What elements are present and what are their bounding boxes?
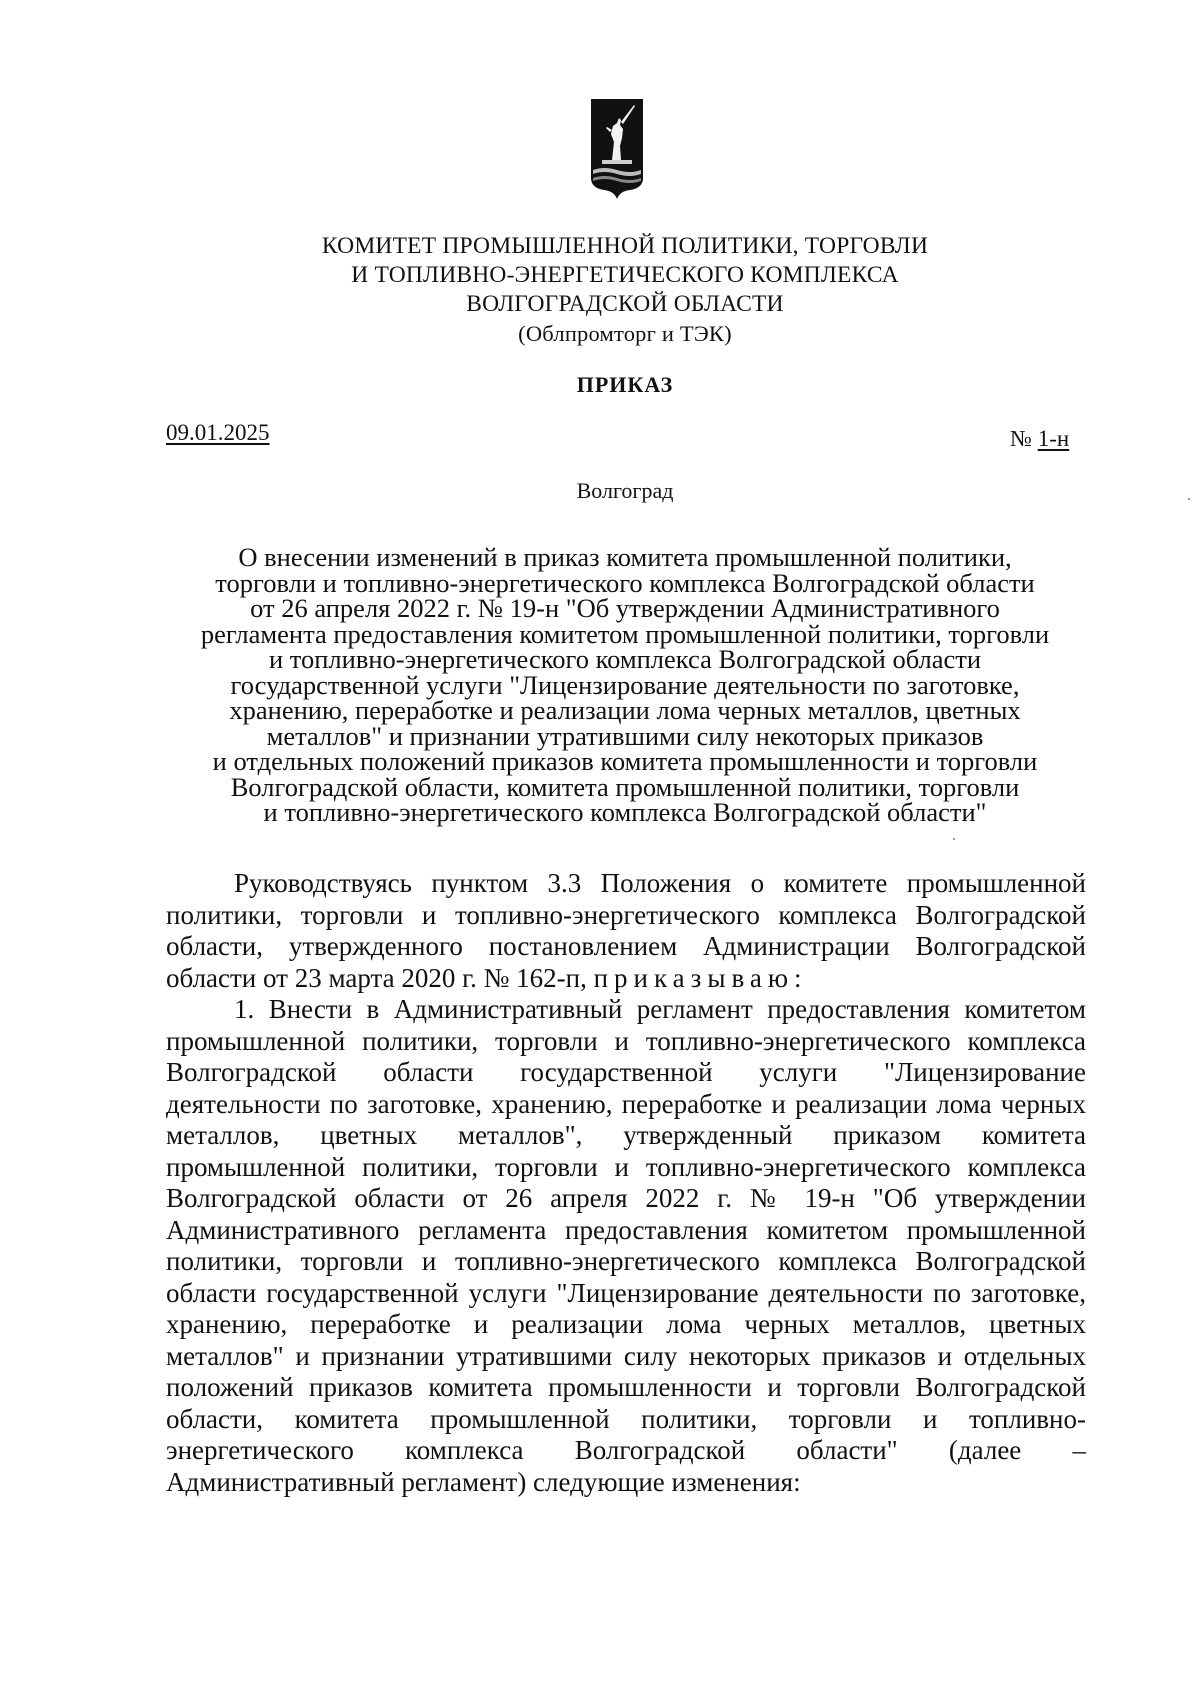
org-line-3: ВОЛГОГРАДСКОЙ ОБЛАСТИ bbox=[466, 291, 784, 317]
document-body bbox=[166, 868, 1086, 1498]
document-type: ПРИКАЗ bbox=[576, 372, 674, 397]
document-number bbox=[1010, 426, 1069, 452]
number-sign: № bbox=[1010, 426, 1032, 451]
title-line: регламента предоставления комитетом промышленной политики, торговли bbox=[200, 618, 1050, 649]
document-city: Волгоград bbox=[576, 478, 674, 503]
scan-speck bbox=[1188, 498, 1190, 500]
title-line: и топливно-энергетического комплекса Волгоградской области" bbox=[263, 797, 987, 827]
title-line: от 26 апреля 2022 г. № 19-н "Об утверждении Административного bbox=[250, 593, 1000, 623]
title-line: и топливно-энергетического комплекса Волгоградской области bbox=[268, 644, 982, 674]
title-line: металлов" и признании утратившими силу некоторых приказов bbox=[266, 720, 984, 751]
org-line-1: КОМИТЕТ ПРОМЫШЛЕННОЙ ПОЛИТИКИ, ТОРГОВЛИ bbox=[321, 233, 929, 259]
document-date: 09.01.2025 bbox=[166, 420, 270, 445]
body-paragraph-1 bbox=[166, 868, 1086, 994]
document-title bbox=[150, 542, 1100, 827]
scan-speck bbox=[953, 838, 955, 840]
coat-of-arms-icon bbox=[590, 98, 644, 200]
org-line-2: И ТОПЛИВНО-ЭНЕРГЕТИЧЕСКОГО КОМПЛЕКСА bbox=[351, 262, 899, 288]
title-line: Волгоградской области, комитета промышленной политики, торговли bbox=[230, 771, 1020, 802]
title-line: и отдельных положений приказов комитета промышленности и торговли bbox=[212, 746, 1038, 776]
number-value: 1-н bbox=[1037, 426, 1070, 451]
title-line: О внесении изменений в приказ комитета промышленной политики, bbox=[238, 542, 1012, 572]
title-line: государственной услуги "Лицензирование деятельности по заготовке, bbox=[230, 669, 1020, 700]
organization-header bbox=[200, 232, 1050, 348]
org-abbreviation: (Облпромторг и ТЭК) bbox=[518, 321, 732, 346]
preamble-text: Руководствуясь пунктом 3.3 Положения о комитете промышленной политики, торговли и топливно-энергетического комплекса Волгоградской области, утвержденного постановлением Администрации Волгоградской области от 23 марта 2020 г. № 162-п, bbox=[166, 868, 1086, 993]
title-line: хранению, переработке и реализации лома черных металлов, цветных bbox=[229, 695, 1021, 725]
order-word: приказываю: bbox=[593, 962, 808, 993]
body-paragraph-2: 1. Внести в Административный регламент предоставления комитетом промышленной политики, торговли и топливно-энергетического комплекса Волгоградской области государственной услуги "Лицензирование деятельности по заготовке, хранению, переработке и реализации лома черных металлов, цветных металлов", утвержденный приказом комитета промышленной политики, торговли и топливно-энергетического комплекса Волгоградской области от 26 апреля 2022 г. № 19-н "Об утверждении Административного регламента предоставления комитетом промышленной политики, торговли и топливно-энергетического комплекса Волгоградской области государственной услуги "Лицензирование деятельности по заготовке, хранению, переработке и реализации лома черных металлов, цветных металлов" и признании утратившими силу некоторых приказов и отдельных положений приказов комитета промышленности и торговли Волгоградской области, комитета промышленной политики, торговли и топливно-энергетического комплекса Волгоградской области" (далее – Административный регламент) следующие изменения: bbox=[166, 994, 1086, 1497]
title-line: торговли и топливно-энергетического комплекса Волгоградской области bbox=[215, 567, 1035, 598]
